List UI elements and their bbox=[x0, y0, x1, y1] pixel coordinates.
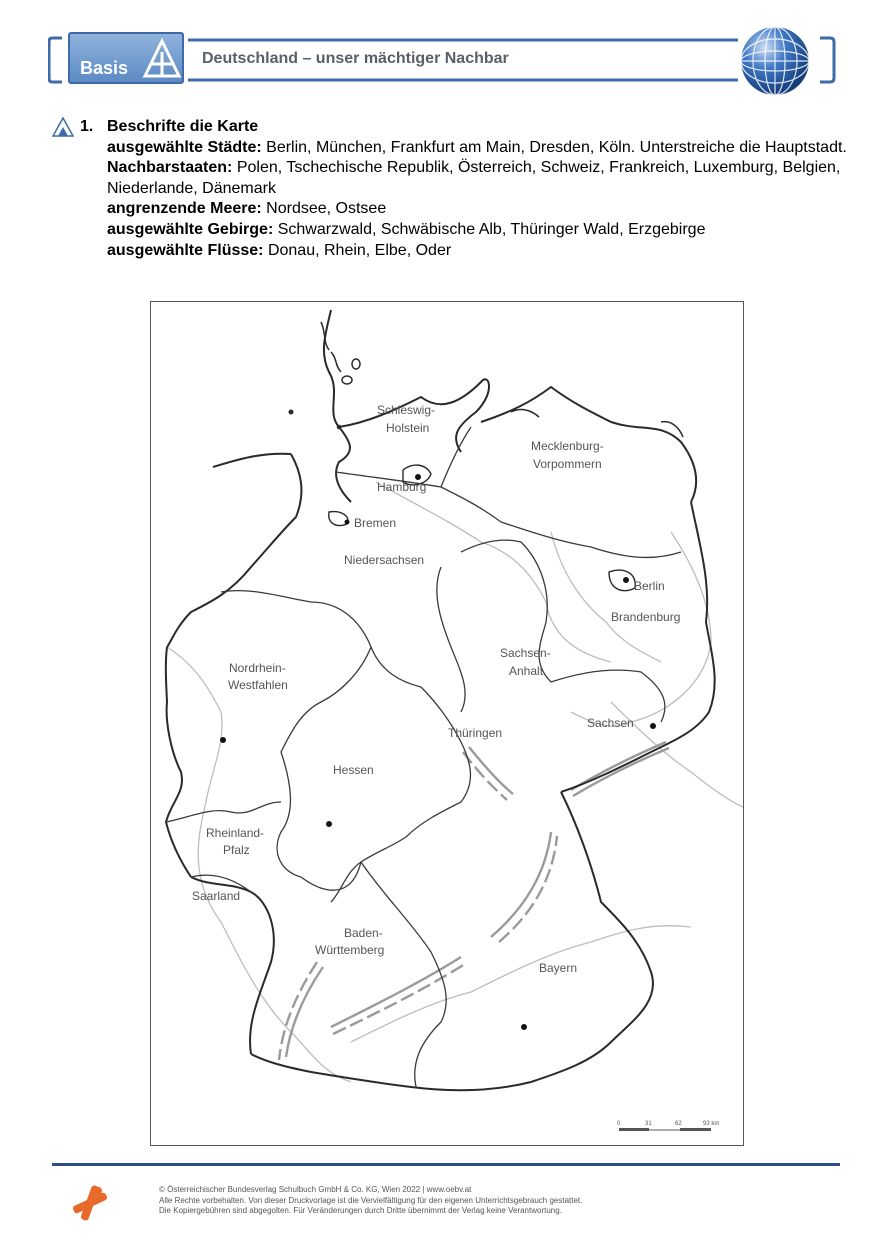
label-baden-wuerttemberg-1: Baden- bbox=[344, 926, 383, 940]
footer-divider bbox=[52, 1163, 840, 1166]
label-nordrhein-westfalen-2: Westfahlen bbox=[228, 678, 288, 692]
task-instructions bbox=[107, 117, 847, 261]
mountains-label: ausgewählte Gebirge: bbox=[107, 220, 274, 238]
label-hamburg: Hamburg bbox=[377, 480, 427, 494]
task-number: 1. bbox=[80, 118, 94, 135]
cities-label: ausgewählte Städte: bbox=[107, 138, 262, 156]
scale-tick-62: 62 bbox=[675, 1121, 682, 1127]
label-schleswig-holstein-1: Schleswig- bbox=[377, 403, 436, 417]
cities-text: Berlin, München, Frankfurt am Main, Dresden, Köln. Unterstreiche die Hauptstadt. bbox=[261, 138, 847, 156]
label-berlin: Berlin bbox=[634, 579, 665, 593]
basis-triangle-icon bbox=[52, 117, 74, 137]
label-nordrhein-westfalen-1: Nordrhein- bbox=[229, 661, 286, 675]
publisher-logo-icon bbox=[70, 1183, 110, 1223]
scale-bar bbox=[617, 1121, 719, 1131]
label-schleswig-holstein-2: Holstein bbox=[386, 421, 430, 435]
seas-text: Nordsee, Ostsee bbox=[261, 200, 387, 218]
footer-line-1: © Österreichischer Bundesverlag Schulbuch GmbH & Co. KG, Wien 2022 | www.oebv.at bbox=[159, 1185, 472, 1194]
germany-map bbox=[150, 301, 744, 1146]
task-heading: Beschrifte die Karte bbox=[107, 118, 259, 135]
basis-badge bbox=[68, 32, 184, 84]
rivers bbox=[167, 482, 743, 1082]
page-title: Deutschland – unser mächtiger Nachbar bbox=[202, 50, 509, 67]
scale-tick-93: 93 km bbox=[703, 1121, 720, 1127]
germany-map-drawing bbox=[151, 302, 743, 1145]
label-brandenburg: Brandenburg bbox=[611, 610, 681, 624]
city-dots bbox=[220, 474, 656, 1030]
label-mecklenburg-vorpommern-2: Vorpommern bbox=[533, 457, 602, 471]
label-bremen: Bremen bbox=[354, 516, 397, 530]
triangle-icon bbox=[142, 38, 182, 80]
mountain-ranges bbox=[279, 742, 669, 1060]
label-hessen: Hessen bbox=[333, 763, 374, 777]
label-thueringen: Thüringen bbox=[448, 726, 503, 740]
footer-copyright bbox=[159, 1185, 582, 1217]
label-mecklenburg-vorpommern-1: Mecklenburg- bbox=[531, 439, 604, 453]
badge-label: Basis bbox=[80, 58, 129, 78]
label-saarland: Saarland bbox=[192, 889, 241, 903]
seas-label: angrenzende Meere: bbox=[107, 200, 262, 218]
footer-line-2: Alle Rechte vorbehalten. Von dieser Druckvorlage ist die Vervielfältigung für den eigenen Unterrichtsgebrauch gestattet. bbox=[159, 1195, 583, 1205]
footer-line-3: Die Kopiergebühren sind abgegolten. Für Veränderungen durch Dritte übernimmt der Verlag keine Verantwortung. bbox=[159, 1206, 562, 1216]
label-rheinland-pfalz-1: Rheinland- bbox=[206, 826, 265, 840]
rivers-label: ausgewählte Flüsse: bbox=[107, 241, 264, 259]
label-baden-wuerttemberg-2: Württemberg bbox=[315, 943, 385, 957]
scale-tick-31: 31 bbox=[645, 1121, 652, 1127]
globe-icon bbox=[738, 24, 812, 98]
label-sachsen: Sachsen bbox=[587, 716, 634, 730]
scale-tick-0: 0 bbox=[617, 1121, 621, 1127]
mountains-text: Schwarzwald, Schwäbische Alb, Thüringer Wald, Erzgebirge bbox=[273, 220, 706, 238]
label-sachsen-anhalt-1: Sachsen- bbox=[500, 646, 551, 660]
label-niedersachsen: Niedersachsen bbox=[344, 553, 425, 567]
label-rheinland-pfalz-2: Pfalz bbox=[223, 843, 250, 857]
label-bayern: Bayern bbox=[539, 961, 578, 975]
neighbors-text: Polen, Tschechische Republik, Österreich, Schweiz, Frankreich, Luxemburg, Belgien, Niederlande, Dänemark bbox=[107, 159, 841, 197]
label-sachsen-anhalt-2: Anhalt bbox=[509, 664, 544, 678]
neighbors-label: Nachbarstaaten: bbox=[107, 159, 233, 177]
rivers-text: Donau, Rhein, Elbe, Oder bbox=[263, 241, 452, 259]
